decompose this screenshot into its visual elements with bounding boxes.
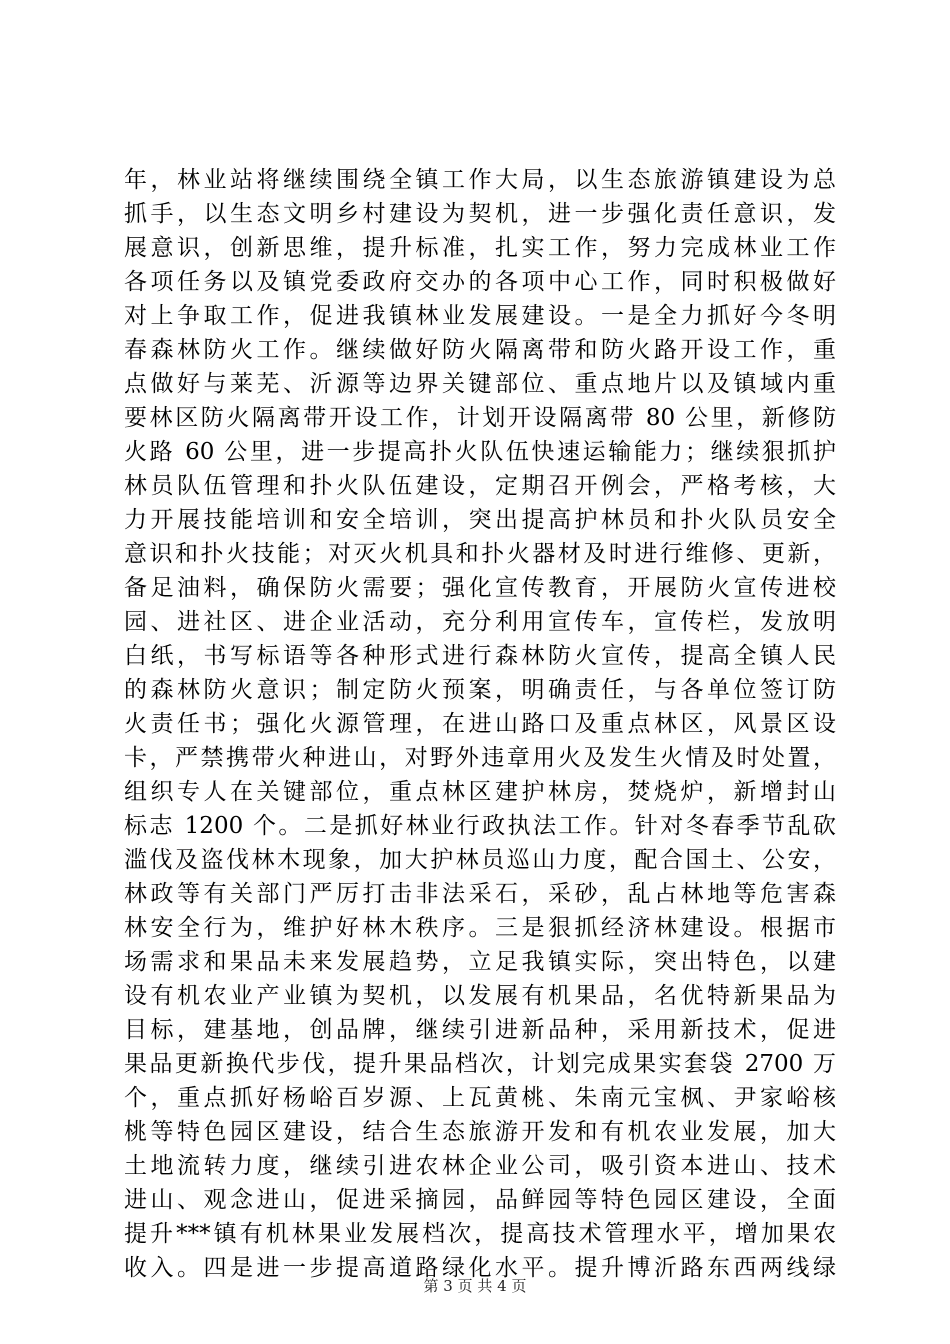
text-line: 果品更新换代步伐，提升果品档次，计划完成果实套袋 2700 万 [124, 1051, 836, 1077]
text-line: 园、进社区、进企业活动，充分利用宣传车，宣传栏，发放明 [124, 609, 836, 635]
text-line: 点做好与莱芜、沂源等边界关键部位、重点地片以及镇域内重 [124, 371, 836, 397]
text-line: 白纸，书写标语等各种形式进行森林防火宣传，提高全镇人民 [124, 643, 836, 669]
text-line: 滥伐及盗伐林木现象，加大护林员巡山力度，配合国土、公安， [124, 847, 836, 873]
body-text [124, 163, 836, 1285]
text-line: 个，重点抓好杨峪百岁源、上瓦黄桃、朱南元宝枫、尹家峪核 [124, 1085, 836, 1111]
text-line: 提升***镇有机林果业发展档次，提高技术管理水平，增加果农 [124, 1221, 836, 1247]
text-line: 林安全行为，维护好林木秩序。三是狠抓经济林建设。根据市 [124, 915, 836, 941]
text-line: 年，林业站将继续围绕全镇工作大局，以生态旅游镇建设为总 [124, 167, 836, 193]
text-line: 林政等有关部门严厉打击非法采石，采砂，乱占林地等危害森 [124, 881, 836, 907]
text-line: 要林区防火隔离带开设工作，计划开设隔离带 80 公里，新修防 [124, 405, 836, 431]
page-footer [0, 1276, 950, 1296]
text-line: 林员队伍管理和扑火队伍建设，定期召开例会，严格考核，大 [124, 473, 836, 499]
text-line: 目标，建基地，创品牌，继续引进新品种，采用新技术，促进 [124, 1017, 836, 1043]
text-line: 春森林防火工作。继续做好防火隔离带和防火路开设工作，重 [124, 337, 836, 363]
text-line: 土地流转力度，继续引进农林企业公司，吸引资本进山、技术 [124, 1153, 836, 1179]
text-line: 对上争取工作，促进我镇林业发展建设。一是全力抓好今冬明 [124, 303, 836, 329]
text-line: 进山、观念进山，促进采摘园，品鲜园等特色园区建设，全面 [124, 1187, 836, 1213]
text-line: 组织专人在关键部位，重点林区建护林房，焚烧炉，新增封山 [124, 779, 836, 805]
text-line: 火责任书；强化火源管理，在进山路口及重点林区，风景区设 [124, 711, 836, 737]
text-line: 设有机农业产业镇为契机，以发展有机果品，名优特新果品为 [124, 983, 836, 1009]
text-line: 备足油料，确保防火需要；强化宣传教育，开展防火宣传进校 [124, 575, 836, 601]
text-line: 桃等特色园区建设，结合生态旅游开发和有机农业发展，加大 [124, 1119, 836, 1145]
text-line: 各项任务以及镇党委政府交办的各项中心工作，同时积极做好 [124, 269, 836, 295]
text-line: 意识和扑火技能；对灭火机具和扑火器材及时进行维修、更新， [124, 541, 836, 567]
text-line: 抓手，以生态文明乡村建设为契机，进一步强化责任意识，发 [124, 201, 836, 227]
text-line: 卡，严禁携带火种进山，对野外违章用火及发生火情及时处置， [124, 745, 836, 771]
text-line: 展意识，创新思维，提升标准，扎实工作，努力完成林业工作 [124, 235, 836, 261]
text-line: 火路 60 公里，进一步提高扑火队伍快速运输能力；继续狠抓护 [124, 439, 836, 465]
text-line: 标志 1200 个。二是抓好林业行政执法工作。针对冬春季节乱砍 [124, 813, 836, 839]
page-number-label: 第 3 页 共 4 页 [423, 1277, 527, 1295]
text-line: 力开展技能培训和安全培训，突出提高护林员和扑火队员安全 [124, 507, 836, 533]
text-line: 收入。四是进一步提高道路绿化水平。提升博沂路东西两线绿 [124, 1255, 836, 1281]
text-line: 场需求和果品未来发展趋势，立足我镇实际，突出特色，以建 [124, 949, 836, 975]
text-line: 的森林防火意识；制定防火预案，明确责任，与各单位签订防 [124, 677, 836, 703]
